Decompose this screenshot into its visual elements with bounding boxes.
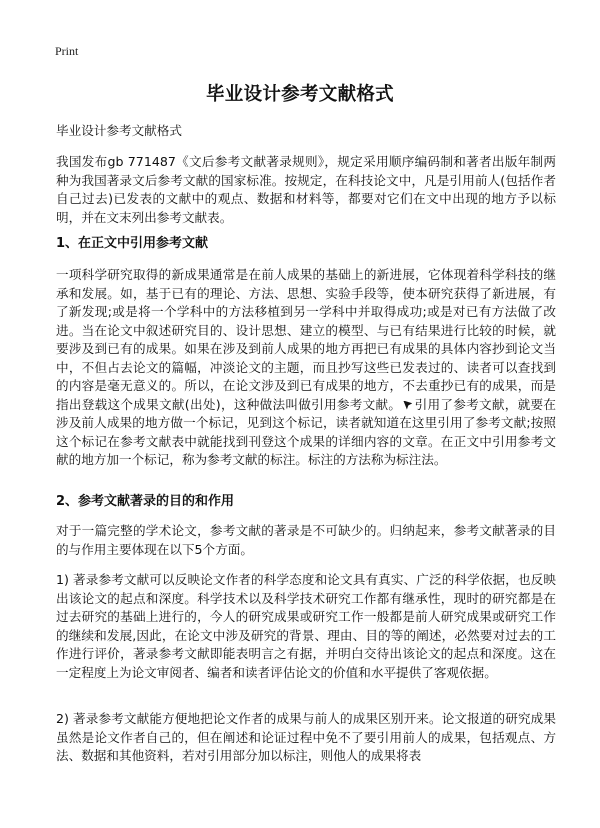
section-1-text-a: 一项科学研究取得的新成果通常是在前人成果的基础上的新进展，它体现着科学科技的继承和发展。如，基于已有的理论、方法、思想、实验手段等，使本研究获得了新进展，有了新发现;或是将一个学科中的方法移植到另一学科中并取得成功;或是对已有方法做了改进。当在论文中叙述研究目的、设计思想、建立的模型、与已有结果进行比较的时候，就要涉及到已有的成果。如果在涉及到前人成果的地方再把已有成果的具体内容抄到论文当中，不但占去论文的篇幅，冲淡论文的主题，而且抄写这些已发表过的、读者可以查找到的内容是毫无意义的。所以，在论文涉及到已有成果的地方，不去重抄已有的成果，而是指出登载这个成果文献(出处)，这种做法叫做引用参考文献。: [56, 267, 556, 412]
intro-paragraph: [56, 153, 556, 227]
list-item-2-text: 2) 著录参考文献能方便地把论文作者的成果与前人的成果区别开来。论文报道的研究成果虽然是论文作者自己的，但在阐述和论证过程中免不了要引用前人的成果，包括观点、方法、数据和其他资料，若对引用部分加以标注，则他人的成果将表: [56, 711, 556, 763]
section-1-text-b: 引用了参考文献，就要在涉及前人成果的地方做一个标记，见到这个标记，读者就知道在这里引用了参考文献;按照这个标记在参考文献表中就能找到刊登这个成果的详细内容的文章。在正文中引用参考文献的地方加一个标记，称为参考文献的标注。标注的方法称为标注法。: [56, 396, 557, 467]
page-title: 毕业设计参考文献格式: [205, 84, 394, 105]
section-2-intro-text: 对于一篇完整的学术论文，参考文献的著录是不可缺少的。归纳起来，参考文献著录的目的与作用主要体现在以下5个方面。: [56, 523, 556, 557]
document-subtitle: [56, 122, 556, 141]
list-item-1-text: 1) 著录参考文献可以反映论文作者的科学态度和论文具有真实、广泛的科学依据，也反映出该论文的起点和深度。科学技术以及科学技术研究工作都有继承性，现时的研究都是在过去研究的基础上进行的，今人的研究成果或研究工作一般都是前人研究成果或研究工作的继续和发展,因此，在论文中涉及研究的背景、理由、目的等的阐述，必然要对过去的工作进行评价，著录参考文献即能表明言之有据，并明白交待出该论文的起点和深度。这在一定程度上为论文审阅者、编者和读者评估论文的价值和水平提供了客观依据。: [56, 572, 556, 680]
subtitle-text: 毕业设计参考文献格式: [56, 123, 182, 138]
list-item-2: [56, 710, 556, 766]
intro-text: 我国发布gb 771487《文后参考文献著录规则》，规定采用顺序编码制和著者出版年制两种为我国著录文后参考文献的国家标准。按规定，在科技论文中，凡是引用前人(包括作者自己过去)已发表的文献中的观点、数据和材料等，都要对它们在文中出现的地方予以标明，并在文末列出参考文献表。: [56, 154, 556, 225]
print-link[interactable]: Print: [55, 44, 79, 58]
list-item-1: [56, 571, 556, 682]
section-1-paragraph: [56, 266, 556, 470]
section-1-heading: 1、在正文中引用参考文献: [56, 236, 209, 251]
section-2-heading: 2、参考文献著录的目的和作用: [56, 494, 235, 509]
section-2-intro: [56, 522, 556, 559]
cursor-icon: [403, 401, 412, 410]
